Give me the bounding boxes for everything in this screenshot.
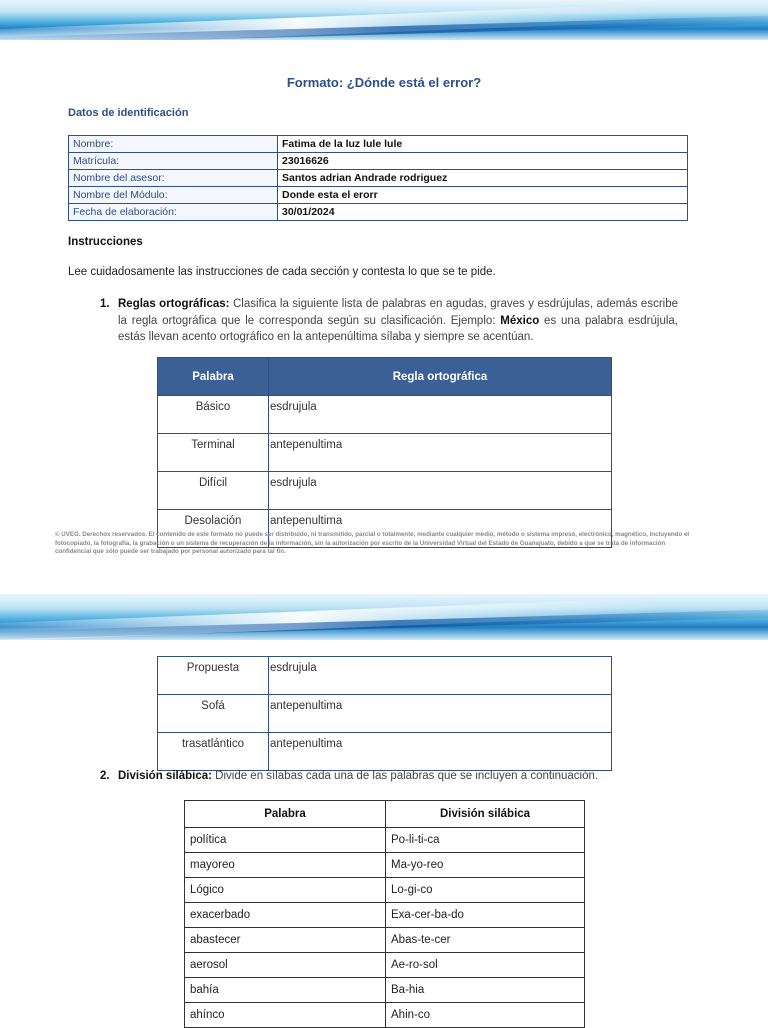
word-cell: Propuesta: [158, 657, 269, 695]
rule-cell: antepenultima: [269, 434, 612, 472]
rule-cell: antepenultima: [269, 695, 612, 733]
item-2: [100, 768, 678, 785]
instructions-heading: Instrucciones: [68, 236, 143, 248]
document-title: Formato: ¿Dónde está el error?: [286, 75, 482, 90]
item-2-text: Divide en sílabas cada una de las palabras que se incluyen a continuación.: [211, 770, 599, 782]
rules-table: [157, 357, 612, 548]
id-value: 30/01/2024: [278, 204, 688, 221]
id-value: Fatima de la luz lule lule: [278, 136, 688, 153]
id-label: Nombre del Módulo:: [69, 187, 278, 204]
item-1-example-word: México: [500, 314, 540, 327]
table-row: [185, 953, 585, 978]
item-1: [100, 296, 678, 346]
table-row: [158, 733, 612, 771]
table-row: [69, 204, 688, 221]
word-cell: exacerbado: [185, 903, 386, 928]
division-cell: Po-li-ti-ca: [386, 828, 585, 853]
division-cell: Exa-cer-ba-do: [386, 903, 585, 928]
word-cell: Desolación: [158, 510, 269, 548]
rule-cell: antepenultima: [269, 510, 612, 548]
item-1-title: Reglas ortográficas:: [118, 298, 230, 310]
rule-cell: antepenultima: [269, 733, 612, 771]
word-cell: Sofá: [158, 695, 269, 733]
table-row: [185, 878, 585, 903]
table-row: [158, 695, 612, 733]
word-cell: aerosol: [185, 953, 386, 978]
word-cell: Lógico: [185, 878, 386, 903]
syllable-table: [184, 800, 585, 1028]
id-label: Nombre del asesor:: [69, 170, 278, 187]
identification-table: [68, 135, 688, 221]
division-cell: Ba-hia: [386, 978, 585, 1003]
word-cell: mayoreo: [185, 853, 386, 878]
id-label: Matrícula:: [69, 153, 278, 170]
table-row: [69, 153, 688, 170]
identification-section-title: Datos de identificación: [68, 107, 189, 119]
column-header-word: Palabra: [185, 801, 386, 828]
table-header-row: [158, 358, 612, 396]
table-row: [185, 928, 585, 953]
table-header-row: [185, 801, 585, 828]
id-value: Santos adrian Andrade rodriguez: [278, 170, 688, 187]
header-banner: [0, 594, 768, 640]
word-cell: Difícil: [158, 472, 269, 510]
table-row: [185, 978, 585, 1003]
column-header-word: Palabra: [158, 358, 269, 396]
item-2-title: División silábica:: [118, 770, 212, 782]
item-2-number: 2.: [100, 770, 110, 782]
id-label: Fecha de elaboración:: [69, 204, 278, 221]
id-value: Donde esta el erorr: [278, 187, 688, 204]
id-label: Nombre:: [69, 136, 278, 153]
instructions-intro: Lee cuidadosamente las instrucciones de cada sección y contesta lo que se te pide.: [68, 266, 496, 278]
table-row: [185, 903, 585, 928]
rule-cell: esdrujula: [269, 472, 612, 510]
word-cell: ahínco: [185, 1003, 386, 1028]
table-row: [158, 657, 612, 695]
table-row: [158, 472, 612, 510]
division-cell: Ahin-co: [386, 1003, 585, 1028]
word-cell: abastecer: [185, 928, 386, 953]
item-1-text-a: Clasifica la siguiente lista de palabras en agudas, graves y esdrújulas, además escribe la regla ortográfica que le corresponda según su clasificación. Ejemplo:: [118, 298, 678, 327]
division-cell: Ma-yo-reo: [386, 853, 585, 878]
table-row: [185, 828, 585, 853]
rules-table-continued: [157, 656, 612, 771]
word-cell: bahía: [185, 978, 386, 1003]
word-cell: Terminal: [158, 434, 269, 472]
word-cell: política: [185, 828, 386, 853]
rule-cell: esdrujula: [269, 396, 612, 434]
column-header-rule: Regla ortográfica: [269, 358, 612, 396]
division-cell: Abas-te-cer: [386, 928, 585, 953]
table-row: [69, 187, 688, 204]
rule-cell: esdrujula: [269, 657, 612, 695]
copyright-notice: © UVEG. Derechos reservados. El contenido de este formato no puede ser distribuido, ni transmitido, parcial o totalmente, mediante cualquier medio, método o sistema impreso, electrónico, magnético, incluyendo el fotocopiado, la fotografía, la grabación o un sistema de recuperación de la información, sin la autorización por escrito de la Universidad Virtual del Estado de Guanajuato, debido a que se trata de información confidencial que sólo puede ser trabajado por personal autorizado para tal fin.: [55, 531, 690, 556]
column-header-division: División silábica: [386, 801, 585, 828]
division-cell: Ae-ro-sol: [386, 953, 585, 978]
table-row: [158, 434, 612, 472]
word-cell: Básico: [158, 396, 269, 434]
table-row: [69, 170, 688, 187]
header-banner: [0, 0, 768, 40]
division-cell: Lo-gi-co: [386, 878, 585, 903]
word-cell: trasatlántico: [158, 733, 269, 771]
table-row: [158, 396, 612, 434]
item-1-number: 1.: [100, 298, 110, 310]
id-value: 23016626: [278, 153, 688, 170]
item-1-text-b: es una palabra esdrújula, estás llevan acento ortográfico en la antepenúltima sílaba y siempre se acentúan.: [118, 314, 678, 343]
table-row: [185, 853, 585, 878]
table-row: [69, 136, 688, 153]
